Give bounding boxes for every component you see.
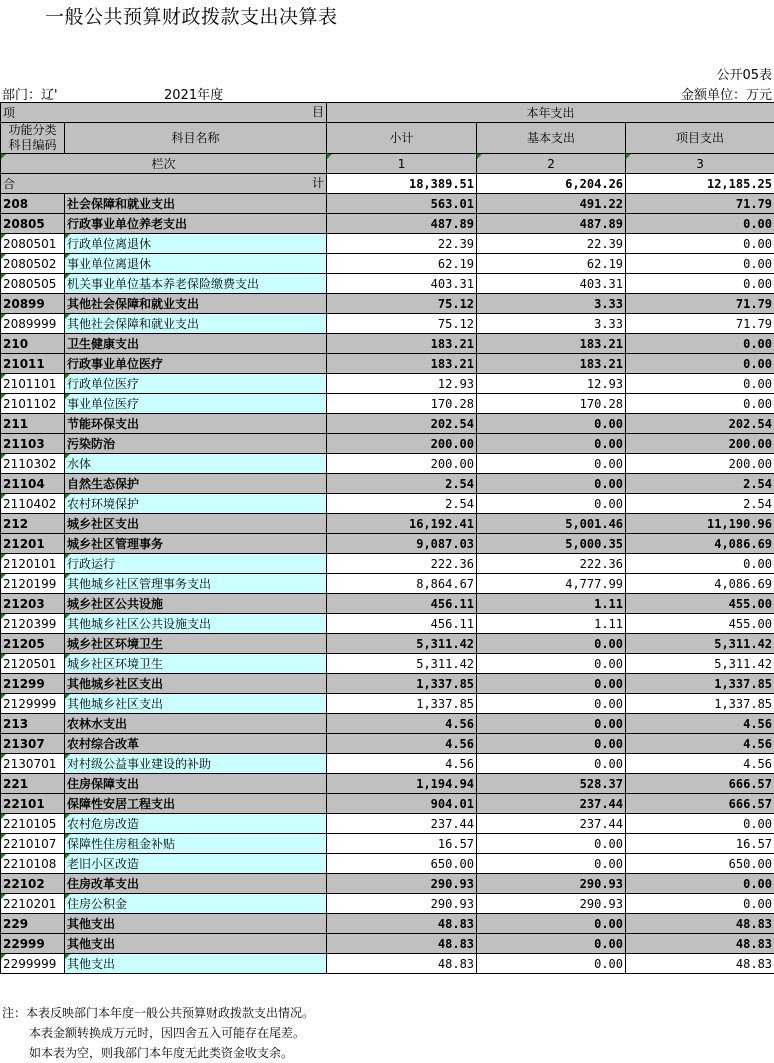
table-row: [1, 634, 774, 654]
table-row: [1, 894, 774, 914]
row-project: 200.00: [626, 434, 774, 454]
row-subtotal: 563.01: [327, 194, 477, 214]
row-name: 城乡社区管理事务: [65, 534, 327, 554]
row-code: 2080505: [1, 274, 65, 294]
row-subtotal: 4.56: [327, 754, 477, 774]
row-project: 4,086.69: [626, 534, 774, 554]
table-row: [1, 294, 774, 314]
row-basic: 4,777.99: [477, 574, 626, 594]
row-subtotal: 2.54: [327, 494, 477, 514]
row-name: 行政事业单位养老支出: [65, 214, 327, 234]
row-code: 2210201: [1, 894, 65, 914]
row-code: 2130701: [1, 754, 65, 774]
row-name: 行政单位离退休: [65, 234, 327, 254]
total-he: 合: [3, 176, 16, 191]
row-code: 2299999: [1, 954, 65, 974]
row-basic: 0.00: [477, 474, 626, 494]
total-row: [1, 174, 774, 194]
row-name: 社会保障和就业支出: [65, 194, 327, 214]
row-name: 其他城乡社区管理事务支出: [65, 574, 327, 594]
table-row: [1, 814, 774, 834]
row-code: 20805: [1, 214, 65, 234]
row-project: 11,190.96: [626, 514, 774, 534]
row-basic: 0.00: [477, 454, 626, 474]
row-subtotal: 487.89: [327, 214, 477, 234]
table-row: [1, 934, 774, 954]
row-code: 208: [1, 194, 65, 214]
row-code: 21205: [1, 634, 65, 654]
table-row: [1, 234, 774, 254]
row-name: 其他支出: [65, 954, 327, 974]
row-name: 卫生健康支出: [65, 334, 327, 354]
row-code: 212: [1, 514, 65, 534]
row-name: 自然生态保护: [65, 474, 327, 494]
header-basic: 基本支出: [477, 123, 626, 154]
row-name: 其他支出: [65, 934, 327, 954]
row-basic: 0.00: [477, 934, 626, 954]
row-project: 0.00: [626, 394, 774, 414]
row-code: 2129999: [1, 694, 65, 714]
row-project: 4.56: [626, 734, 774, 754]
note-2: 本表金额转换成万元时，因四舍五入可能存在尾差。: [29, 1026, 306, 1040]
row-subtotal: 456.11: [327, 614, 477, 634]
meta-line: [2, 84, 772, 102]
form-number: 公开05表: [716, 68, 772, 83]
row-basic: 1.11: [477, 594, 626, 614]
row-basic: 0.00: [477, 754, 626, 774]
row-project: 4.56: [626, 714, 774, 734]
row-basic: 22.39: [477, 234, 626, 254]
row-name: 城乡社区支出: [65, 514, 327, 534]
row-project: 48.83: [626, 914, 774, 934]
row-basic: 62.19: [477, 254, 626, 274]
row-code: 211: [1, 414, 65, 434]
row-code: 2080501: [1, 234, 65, 254]
table-row: [1, 554, 774, 574]
row-basic: 491.22: [477, 194, 626, 214]
row-code: 2120101: [1, 554, 65, 574]
row-subtotal: 48.83: [327, 914, 477, 934]
row-basic: 183.21: [477, 334, 626, 354]
row-code: 2210107: [1, 834, 65, 854]
table-row: [1, 854, 774, 874]
table-row: [1, 334, 774, 354]
row-project: 1,337.85: [626, 694, 774, 714]
row-code: 2210105: [1, 814, 65, 834]
row-name: 住房保障支出: [65, 774, 327, 794]
table-row: [1, 574, 774, 594]
row-code: 2210108: [1, 854, 65, 874]
row-subtotal: 48.83: [327, 934, 477, 954]
row-code: 22999: [1, 934, 65, 954]
table-row: [1, 474, 774, 494]
row-subtotal: 237.44: [327, 814, 477, 834]
row-project: 4.56: [626, 754, 774, 774]
row-code: 2120501: [1, 654, 65, 674]
row-name: 行政事业单位医疗: [65, 354, 327, 374]
row-subtotal: 12.93: [327, 374, 477, 394]
row-project: 0.00: [626, 334, 774, 354]
row-basic: 1.11: [477, 614, 626, 634]
header-xiang: 项: [3, 105, 16, 120]
row-code: 21307: [1, 734, 65, 754]
total-project: 12,185.25: [626, 174, 774, 194]
row-basic: 5,000.35: [477, 534, 626, 554]
table-row: [1, 774, 774, 794]
row-basic: 0.00: [477, 914, 626, 934]
table-row: [1, 494, 774, 514]
row-project: 0.00: [626, 894, 774, 914]
row-name: 城乡社区公共设施: [65, 594, 327, 614]
row-project: 0.00: [626, 234, 774, 254]
row-code: 21299: [1, 674, 65, 694]
row-project: 650.00: [626, 854, 774, 874]
row-basic: 0.00: [477, 414, 626, 434]
row-project: 455.00: [626, 614, 774, 634]
row-project: 4,086.69: [626, 574, 774, 594]
row-name: 事业单位离退休: [65, 254, 327, 274]
row-project: 5,311.42: [626, 634, 774, 654]
total-ji: 计: [312, 176, 325, 190]
row-subtotal: 1,337.85: [327, 674, 477, 694]
row-name: 农村危房改造: [65, 814, 327, 834]
table-row: [1, 794, 774, 814]
row-code: 2120199: [1, 574, 65, 594]
row-subtotal: 2.54: [327, 474, 477, 494]
row-name: 行政单位医疗: [65, 374, 327, 394]
row-code: 2110402: [1, 494, 65, 514]
table-row: [1, 274, 774, 294]
table-row: [1, 514, 774, 534]
row-code: 21104: [1, 474, 65, 494]
row-project: 2.54: [626, 474, 774, 494]
row-subtotal: 183.21: [327, 354, 477, 374]
row-name: 住房公积金: [65, 894, 327, 914]
row-name: 农村环境保护: [65, 494, 327, 514]
header-project: 项目支出: [626, 123, 774, 154]
row-project: 666.57: [626, 774, 774, 794]
table-row: [1, 374, 774, 394]
header-xiangmu: [1, 103, 327, 123]
note-1: 注：本表反映部门本年度一般公共预算财政拨款支出情况。: [2, 1006, 315, 1020]
row-subtotal: 170.28: [327, 394, 477, 414]
row-code: 21201: [1, 534, 65, 554]
table-row: [1, 614, 774, 634]
table-row: [1, 694, 774, 714]
row-code: 2101102: [1, 394, 65, 414]
row-basic: 0.00: [477, 434, 626, 454]
row-basic: 290.93: [477, 894, 626, 914]
header-col1: 1: [327, 154, 477, 174]
row-project: 0.00: [626, 254, 774, 274]
table-row: [1, 654, 774, 674]
row-subtotal: 200.00: [327, 454, 477, 474]
note-3: 如本表为空，则我部门本年度无此类资金收支余。: [29, 1046, 294, 1060]
row-name: 农村综合改革: [65, 734, 327, 754]
row-basic: 3.33: [477, 314, 626, 334]
row-subtotal: 8,864.67: [327, 574, 477, 594]
row-subtotal: 650.00: [327, 854, 477, 874]
row-code: 21203: [1, 594, 65, 614]
row-name: 行政运行: [65, 554, 327, 574]
row-subtotal: 5,311.42: [327, 654, 477, 674]
row-name: 城乡社区环境卫生: [65, 654, 327, 674]
row-project: 71.79: [626, 314, 774, 334]
row-project: 202.54: [626, 414, 774, 434]
row-code: 213: [1, 714, 65, 734]
row-project: 0.00: [626, 814, 774, 834]
header-col3: 3: [626, 154, 774, 174]
table-row: [1, 394, 774, 414]
row-subtotal: 48.83: [327, 954, 477, 974]
row-name: 其他城乡社区支出: [65, 674, 327, 694]
row-name: 机关事业单位基本养老保险缴费支出: [65, 274, 327, 294]
table-row: [1, 594, 774, 614]
table-row: [1, 734, 774, 754]
table-row: [1, 354, 774, 374]
row-project: 0.00: [626, 214, 774, 234]
row-basic: 170.28: [477, 394, 626, 414]
department-label: 部门：辽': [2, 88, 58, 103]
total-label: [1, 174, 327, 194]
row-name: 城乡社区环境卫生: [65, 634, 327, 654]
row-subtotal: 4.56: [327, 714, 477, 734]
row-subtotal: 5,311.42: [327, 634, 477, 654]
row-subtotal: 456.11: [327, 594, 477, 614]
row-subtotal: 16.57: [327, 834, 477, 854]
row-code: 22102: [1, 874, 65, 894]
row-subtotal: 290.93: [327, 874, 477, 894]
row-code: 22101: [1, 794, 65, 814]
table-row: [1, 254, 774, 274]
row-name: 保障性安居工程支出: [65, 794, 327, 814]
row-subtotal: 403.31: [327, 274, 477, 294]
row-subtotal: 22.39: [327, 234, 477, 254]
row-basic: 0.00: [477, 674, 626, 694]
page-title: 一般公共预算财政拨款支出决算表: [45, 6, 338, 28]
header-name: 科目名称: [65, 123, 327, 154]
row-name: 其他社会保障和就业支出: [65, 314, 327, 334]
table-row: [1, 674, 774, 694]
header-mu: 目: [312, 105, 325, 119]
row-project: 71.79: [626, 194, 774, 214]
header-lanci: 栏次: [1, 154, 327, 174]
row-basic: 0.00: [477, 654, 626, 674]
table-row: [1, 214, 774, 234]
row-project: 1,337.85: [626, 674, 774, 694]
row-project: 455.00: [626, 594, 774, 614]
row-basic: 183.21: [477, 354, 626, 374]
header-subtotal: 小计: [327, 123, 477, 154]
row-name: 农林水支出: [65, 714, 327, 734]
row-code: 21011: [1, 354, 65, 374]
header-row-1: [1, 103, 774, 123]
row-subtotal: 62.19: [327, 254, 477, 274]
row-subtotal: 222.36: [327, 554, 477, 574]
row-basic: 0.00: [477, 694, 626, 714]
row-basic: 528.37: [477, 774, 626, 794]
row-code: 20899: [1, 294, 65, 314]
header-col2: 2: [477, 154, 626, 174]
table-row: [1, 534, 774, 554]
row-project: 0.00: [626, 554, 774, 574]
row-name: 其他支出: [65, 914, 327, 934]
table-row: [1, 874, 774, 894]
row-name: 水体: [65, 454, 327, 474]
table-row: [1, 434, 774, 454]
total-subtotal: 18,389.51: [327, 174, 477, 194]
row-code: 2101101: [1, 374, 65, 394]
row-name: 对村级公益事业建设的补助: [65, 754, 327, 774]
row-basic: 0.00: [477, 494, 626, 514]
table-row: [1, 194, 774, 214]
table-row: [1, 954, 774, 974]
table-row: [1, 834, 774, 854]
row-basic: 0.00: [477, 714, 626, 734]
row-name: 污染防治: [65, 434, 327, 454]
row-project: 0.00: [626, 274, 774, 294]
row-subtotal: 1,194.94: [327, 774, 477, 794]
row-project: 2.54: [626, 494, 774, 514]
table-row: [1, 754, 774, 774]
row-name: 其他城乡社区公共设施支出: [65, 614, 327, 634]
row-name: 保障性住房租金补贴: [65, 834, 327, 854]
row-subtotal: 290.93: [327, 894, 477, 914]
row-basic: 5,001.46: [477, 514, 626, 534]
expenditure-table: [0, 102, 774, 974]
row-basic: 237.44: [477, 814, 626, 834]
row-project: 48.83: [626, 954, 774, 974]
row-subtotal: 1,337.85: [327, 694, 477, 714]
table-row: [1, 914, 774, 934]
row-code: 21103: [1, 434, 65, 454]
row-project: 5,311.42: [626, 654, 774, 674]
row-subtotal: 9,087.03: [327, 534, 477, 554]
row-subtotal: 904.01: [327, 794, 477, 814]
row-code: 221: [1, 774, 65, 794]
row-basic: 3.33: [477, 294, 626, 314]
row-subtotal: 16,192.41: [327, 514, 477, 534]
row-name: 其他社会保障和就业支出: [65, 294, 327, 314]
row-code: 229: [1, 914, 65, 934]
row-subtotal: 202.54: [327, 414, 477, 434]
row-code: 210: [1, 334, 65, 354]
row-name: 老旧小区改造: [65, 854, 327, 874]
row-code: 2120399: [1, 614, 65, 634]
row-project: 0.00: [626, 874, 774, 894]
row-subtotal: 4.56: [327, 734, 477, 754]
unit-label: 金额单位：万元: [680, 88, 772, 103]
row-basic: 0.00: [477, 854, 626, 874]
notes: [2, 1003, 314, 1063]
header-code: 功能分类 科目编码: [1, 123, 65, 154]
row-project: 48.83: [626, 934, 774, 954]
row-basic: 0.00: [477, 634, 626, 654]
row-name: 其他城乡社区支出: [65, 694, 327, 714]
row-name: 事业单位医疗: [65, 394, 327, 414]
row-basic: 0.00: [477, 954, 626, 974]
row-basic: 0.00: [477, 834, 626, 854]
row-subtotal: 75.12: [327, 314, 477, 334]
row-basic: 12.93: [477, 374, 626, 394]
row-basic: 0.00: [477, 734, 626, 754]
header-this-year: 本年支出: [327, 103, 774, 123]
row-basic: 290.93: [477, 874, 626, 894]
row-project: 0.00: [626, 374, 774, 394]
row-subtotal: 75.12: [327, 294, 477, 314]
total-basic: 6,204.26: [477, 174, 626, 194]
year-label: 2021年度: [164, 88, 224, 103]
row-basic: 403.31: [477, 274, 626, 294]
row-code: 2110302: [1, 454, 65, 474]
row-subtotal: 183.21: [327, 334, 477, 354]
row-subtotal: 200.00: [327, 434, 477, 454]
table-row: [1, 414, 774, 434]
row-project: 71.79: [626, 294, 774, 314]
row-basic: 222.36: [477, 554, 626, 574]
header-row-3: [1, 154, 774, 174]
row-code: 2080502: [1, 254, 65, 274]
row-project: 666.57: [626, 794, 774, 814]
row-project: 200.00: [626, 454, 774, 474]
table-row: [1, 314, 774, 334]
row-name: 住房改革支出: [65, 874, 327, 894]
row-name: 节能环保支出: [65, 414, 327, 434]
row-project: 0.00: [626, 354, 774, 374]
table-row: [1, 454, 774, 474]
row-basic: 487.89: [477, 214, 626, 234]
table-row: [1, 714, 774, 734]
row-project: 16.57: [626, 834, 774, 854]
header-row-2: [1, 123, 774, 154]
row-code: 2089999: [1, 314, 65, 334]
row-basic: 237.44: [477, 794, 626, 814]
